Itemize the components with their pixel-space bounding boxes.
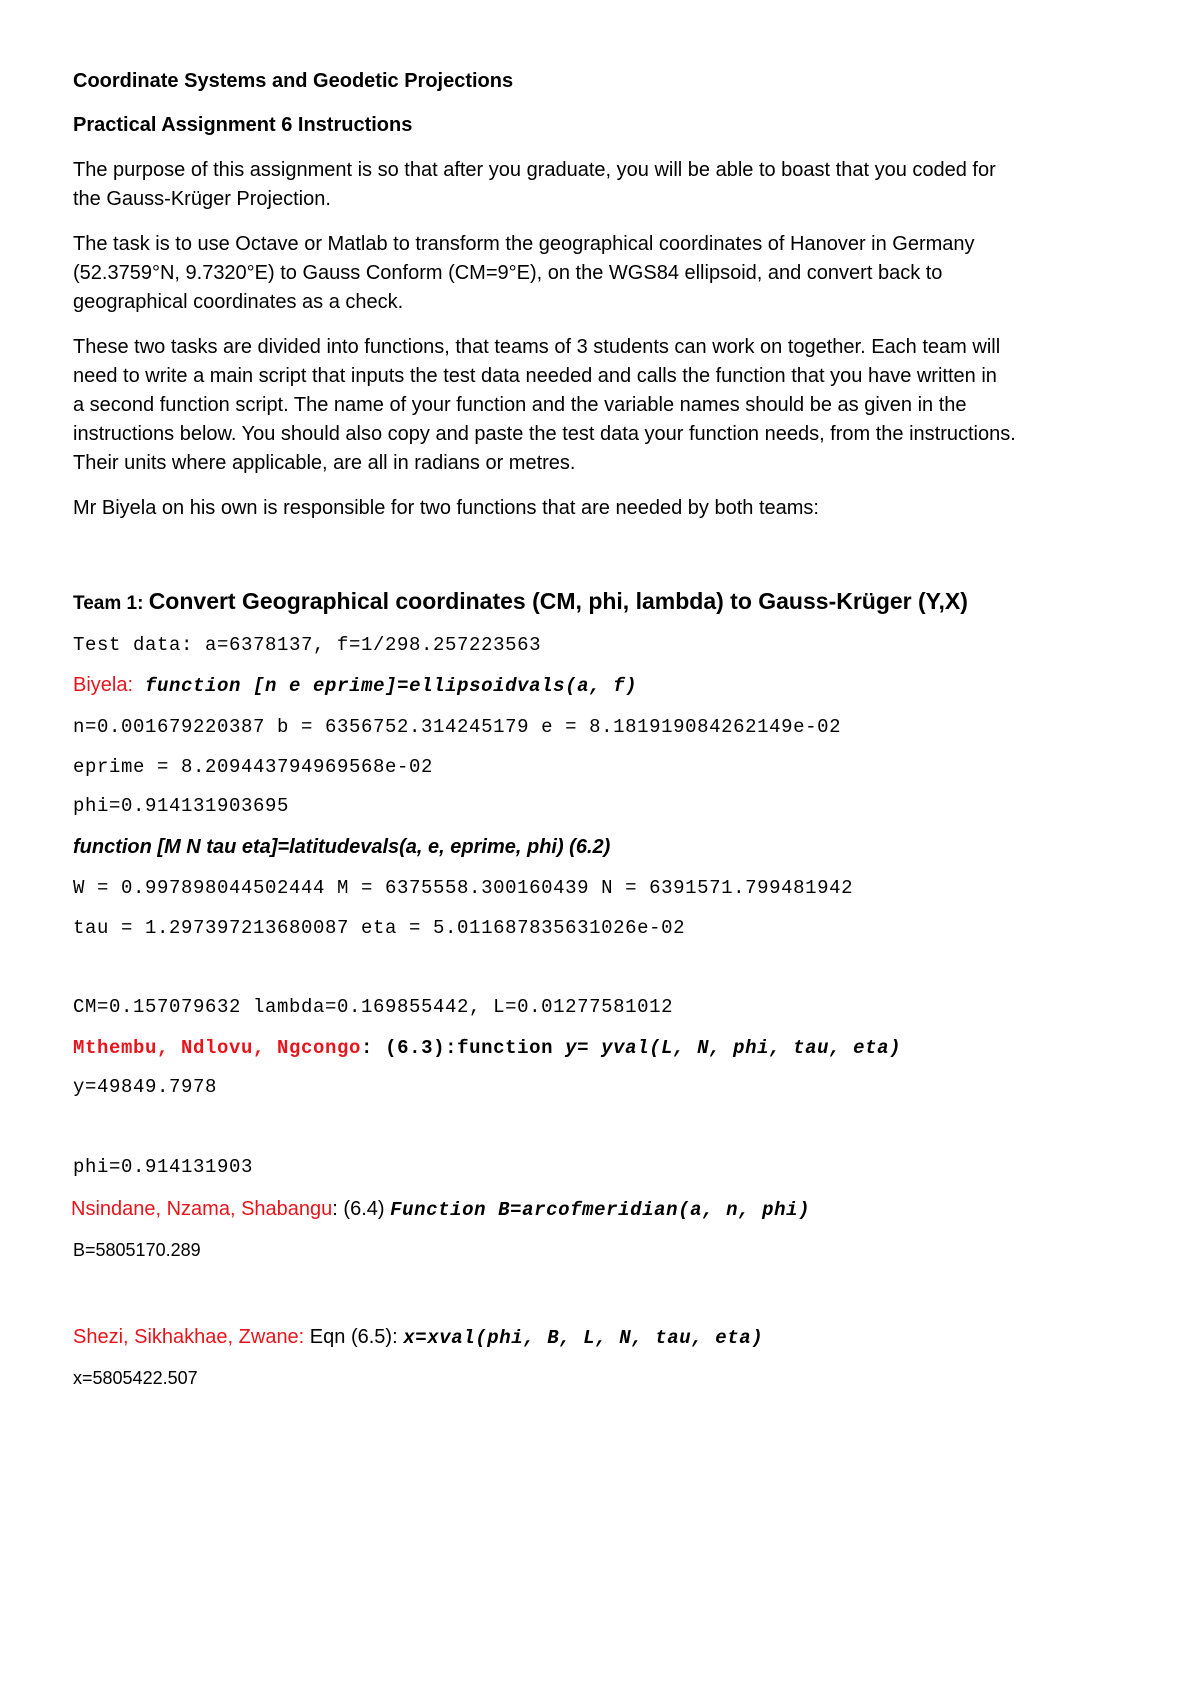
assignment-title: Practical Assignment 6 Instructions xyxy=(73,114,413,136)
yval-colon: : xyxy=(361,1037,386,1059)
arcofmeridian-colon: : xyxy=(332,1198,344,1220)
x-result: x=5805422.507 xyxy=(73,1368,198,1388)
phi-short-value: phi=0.914131903 xyxy=(73,1156,254,1178)
arcofmeridian-signature: Function B=arcofmeridian(a, n, phi) xyxy=(390,1199,811,1221)
intro-p2-line3: geographical coordinates as a check. xyxy=(73,291,404,313)
intro-p3-line2: need to write a main script that inputs the test data needed and calls the function that you have written in xyxy=(73,365,997,387)
intro-p3-line3: a second function script. The name of your function and the variable names should be as given in the xyxy=(73,394,967,416)
y-result: y=49849.7978 xyxy=(73,1076,218,1098)
team1-heading-text: Convert Geographical coordinates (CM, phi, lambda) to Gauss-Krüger (Y,X) xyxy=(148,588,968,614)
arcofmeridian-equation-number: (6.4) xyxy=(343,1198,391,1220)
team1-heading xyxy=(73,588,968,615)
intro-p3-line1: These two tasks are divided into functions, that teams of 3 students can work on together. Each team will xyxy=(73,336,1001,358)
latitude-values-line1: W = 0.997898044502444 M = 6375558.300160439 N = 6391571.799481942 xyxy=(73,877,854,899)
cm-lambda-values: CM=0.157079632 lambda=0.169855442, L=0.01277581012 xyxy=(73,996,674,1018)
b-result: B=5805170.289 xyxy=(73,1240,201,1260)
arcofmeridian-assignment-line xyxy=(71,1198,810,1221)
xval-equation-number: Eqn (6.5): xyxy=(304,1326,404,1348)
arcofmeridian-team-names: Nsindane, Nzama, Shabangu xyxy=(71,1198,333,1220)
latitudevals-signature: function [M N tau eta]=latitudevals(a, e, eprime, phi) (6.2) xyxy=(73,836,611,858)
team1-label: Team 1: xyxy=(73,593,149,614)
biyela-name: Biyela: xyxy=(73,674,134,696)
test-data-line: Test data: a=6378137, f=1/298.257223563 xyxy=(73,634,542,656)
yval-assignment-line xyxy=(73,1037,901,1059)
phi-value: phi=0.914131903695 xyxy=(73,795,290,817)
intro-p2-line2: (52.3759°N, 9.7320°E) to Gauss Conform (CM=9°E), on the WGS84 ellipsoid, and convert back to xyxy=(73,262,943,284)
biyela-function-line xyxy=(73,674,637,697)
yval-team-names: Mthembu, Ndlovu, Ngcongo xyxy=(73,1037,362,1059)
latitude-values-line2: tau = 1.297397213680087 eta = 5.011687835631026e-02 xyxy=(73,917,686,939)
yval-equation-number: (6.3):function xyxy=(385,1037,566,1059)
intro-p2-line1: The task is to use Octave or Matlab to transform the geographical coordinates of Hanover in Germany xyxy=(73,233,975,255)
ellipsoid-values: n=0.001679220387 b = 6356752.314245179 e = 8.181919084262149e-02 xyxy=(73,716,842,738)
yval-signature: y= yval(L, N, phi, tau, eta) xyxy=(565,1037,902,1059)
intro-p3-line4: instructions below. You should also copy and paste the test data your function needs, from the instructions. xyxy=(73,423,1016,445)
xval-assignment-line xyxy=(73,1326,763,1349)
intro-p1-line2: the Gauss-Krüger Projection. xyxy=(73,188,331,210)
ellipsoidvals-signature: function [n e eprime]=ellipsoidvals(a, f) xyxy=(133,675,638,697)
eprime-value: eprime = 8.209443794969568e-02 xyxy=(73,756,434,778)
xval-signature: x=xval(phi, B, L, N, tau, eta) xyxy=(403,1327,764,1349)
intro-p1-line1: The purpose of this assignment is so that after you graduate, you will be able to boast that you coded for xyxy=(73,159,996,181)
intro-p4-line1: Mr Biyela on his own is responsible for two functions that are needed by both teams: xyxy=(73,497,819,519)
xval-team-names: Shezi, Sikhakhae, Zwane: xyxy=(73,1326,305,1348)
course-title: Coordinate Systems and Geodetic Projections xyxy=(73,70,514,92)
intro-p3-line5: Their units where applicable, are all in radians or metres. xyxy=(73,452,576,474)
